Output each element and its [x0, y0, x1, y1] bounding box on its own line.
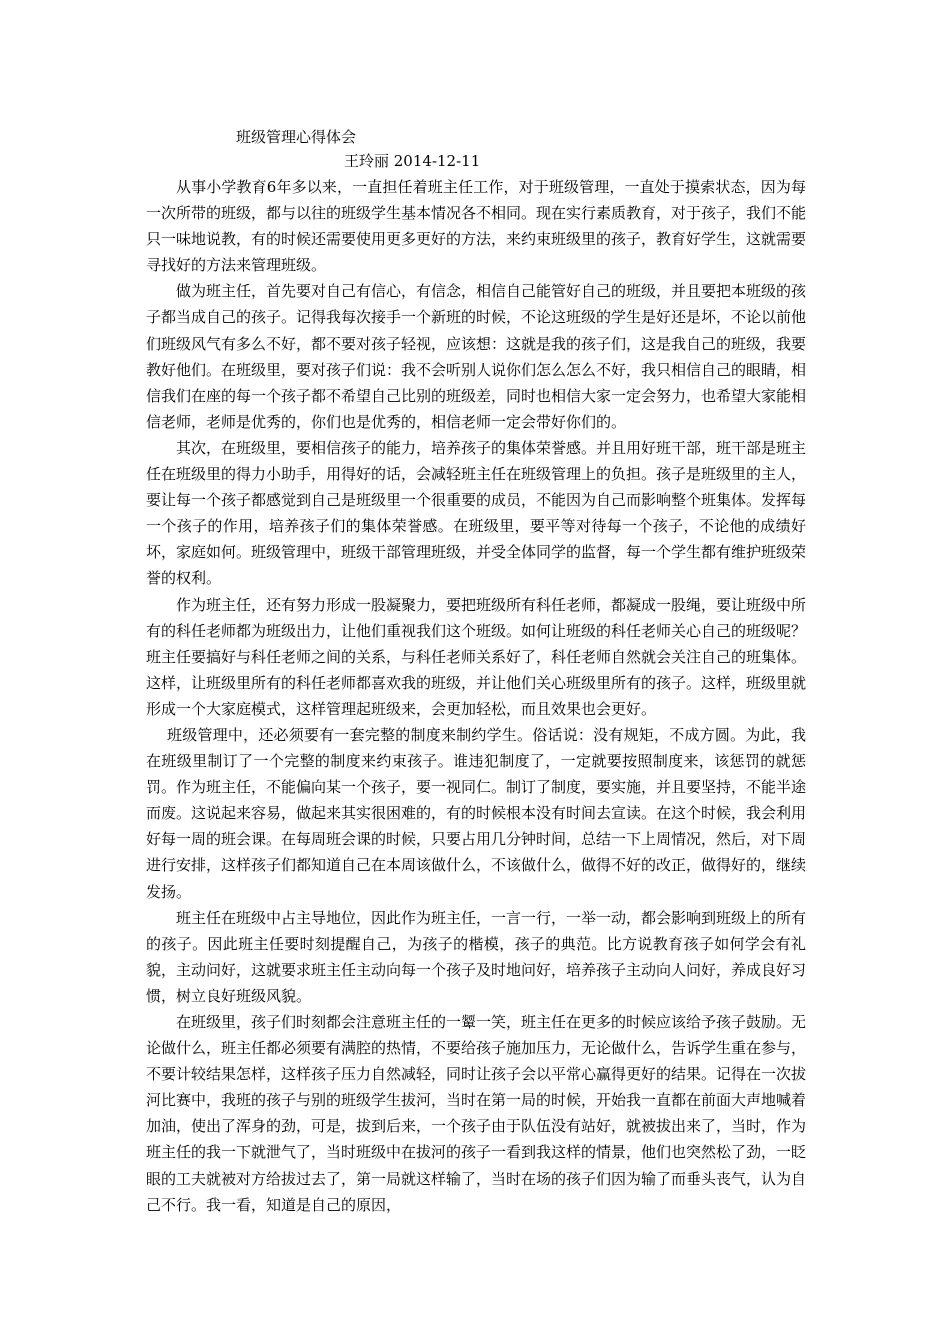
paragraph: 做为班主任，首先要对自己有信心，有信念，相信自己能管好自己的班级，并且要把本班级的孩子都当成自己的孩子。记得我每次接手一个新班的时候，不论这班级的学生是好还是坏，不论以前他们班级风气有多么不好，都不要对孩子轻视，应该想：这就是我的孩子们，这是我自己的班级，我要教好他们。在班级里，要对孩子们说：我不会听别人说你们怎么怎么不好，我只相信自己的眼睛，相信我们在座的每一个孩子都不希望自己比别的班级差，同时也相信大家一定会努力，也希望大家能相信老师，老师是优秀的，你们也是优秀的，相信老师一定会带好你们的。 — [146, 282, 807, 431]
document-title: 班级管理心得体会 — [236, 128, 357, 146]
author-date-line: 王玲丽 2014-12-11 — [344, 152, 481, 170]
document-body — [146, 174, 806, 1218]
paragraph: 班主任在班级中占主导地位，因此作为班主任，一言一行，一举一动，都会影响到班级上的所有的孩子。因此班主任要时刻提醒自己，为孩子的楷模，孩子的典范。比方说教育孩子如何学会有礼貌，主动问好，这就要求班主任主动向每一个孩子及时地问好，培养孩子主动向人问好，养成良好习惯，树立良好班级风貌。 — [146, 908, 807, 1005]
paragraph: 从事小学教育6年多以来，一直担任着班主任工作，对于班级管理，一直处于摸索状态，因为每一次所带的班级，都与以往的班级学生基本情况各不相同。现在实行素质教育，对于孩子，我们不能只一味地说教，有的时候还需要使用更多更好的方法，来约束班级里的孩子，教育好学生，这就需要寻找好的方法来管理班级。 — [146, 178, 807, 275]
paragraph: 班级管理中，还必须要有一套完整的制度来制约学生。俗话说：没有规矩，不成方圆。为此，我在班级里制订了一个完整的制度来约束孩子。谁违犯制度了，一定就要按照制度来，该惩罚的就惩罚。作为班主任，不能偏向某一个孩子，要一视同仁。制订了制度，要实施，并且要坚持，不能半途而废。这说起来容易，做起来其实很困难的，有的时候根本没有时间去宣读。在这个时候，我会利用好每一周的班会课。在每周班会课的时候，只要占用几分钟时间，总结一下上周情况，然后，对下周进行安排，这样孩子们都知道自己在本周该做什么，不该做什么，做得不好的改正，做得好的，继续发扬。 — [146, 725, 807, 901]
paragraph: 作为班主任，还有努力形成一股凝聚力，要把班级所有科任老师，都凝成一股绳，要让班级中所有的科任老师都为班级出力，让他们重视我们这个班级。如何让班级的科任老师关心自己的班级呢？班主任要搞好与科任老师之间的关系，与科任老师关系好了，科任老师自然就会关注自己的班集体。这样，让班级里所有的科任老师都喜欢我的班级，并让他们关心班级里所有的孩子。这样，班级里就形成一个大家庭模式，这样管理起班级来，会更加轻松，而且效果也会更好。 — [146, 595, 807, 718]
paragraph: 其次，在班级里，要相信孩子的能力，培养孩子的集体荣誉感。并且用好班干部，班干部是班主任在班级里的得力小助手，用得好的话，会减轻班主任在班级管理上的负担。孩子是班级里的主人，要让每一个孩子都感觉到自己是班级里一个很重要的成员，不能因为自己而影响整个班集体。发挥每一个孩子的作用，培养孩子们的集体荣誉感。在班级里，要平等对待每一个孩子，不论他的成绩好坏，家庭如何。班级管理中，班级干部管理班级，并受全体同学的监督，每一个学生都有维护班级荣誉的权利。 — [146, 438, 807, 588]
paragraph: 在班级里，孩子们时刻都会注意班主任的一颦一笑，班主任在更多的时候应该给予孩子鼓励。无论做什么，班主任都必须要有满腔的热情，不要给孩子施加压力，无论做什么，告诉学生重在参与，不要计较结果怎样，这样孩子压力自然减轻，同时让孩子会以平常心赢得更好的结果。记得在一次拔河比赛中，我班的孩子与别的班级学生拔河，当时在第一局的时候，开始我一直都在前面大声地喊着加油，使出了浑身的劲，可是，拔到后来，一个孩子由于队伍没有站好，就被拔出来了，当时，作为班主任的我一下就泄气了，当时班级中在拔河的孩子一看到我这样的情景，他们也突然松了劲，一眨眼的工夫就被对方给拔过去了，第一局就这样输了，当时在场的孩子们因为输了而垂头丧气，认为自己不行。我一看，知道是自己的原因， — [146, 1013, 807, 1214]
